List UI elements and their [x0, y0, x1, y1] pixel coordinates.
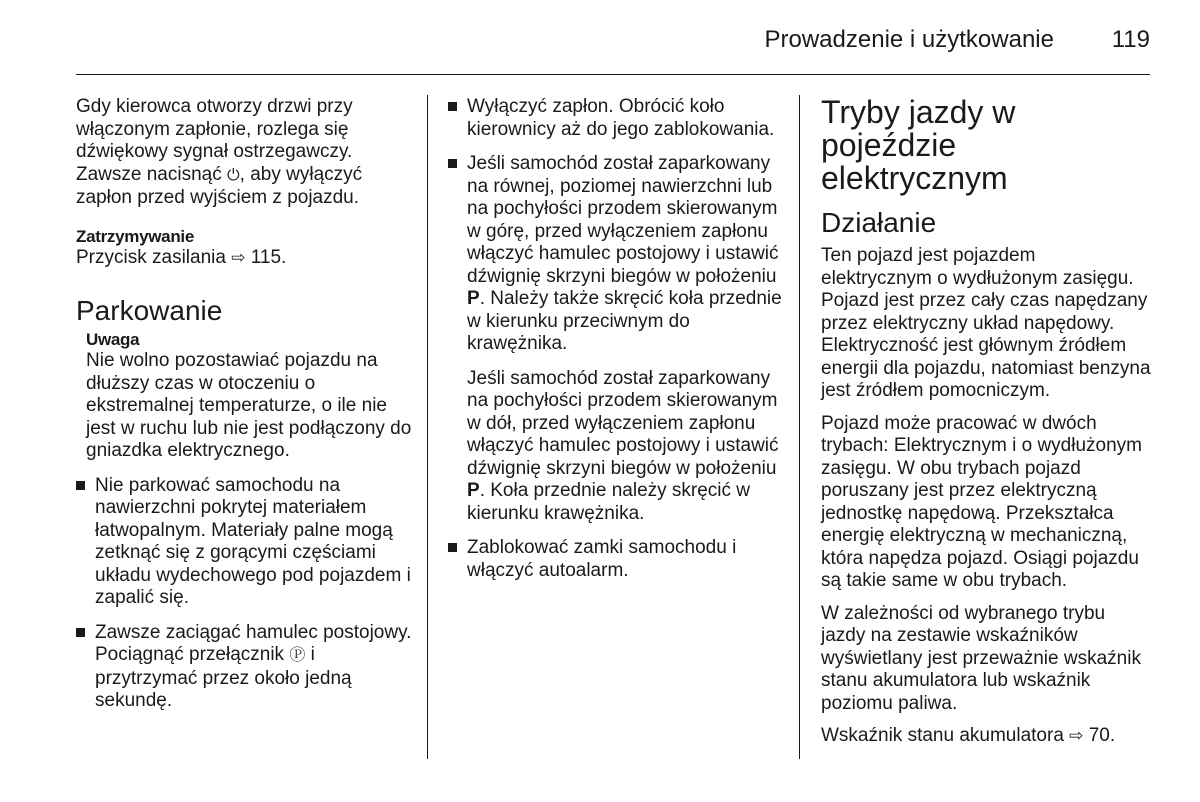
bullet-square-icon	[448, 159, 457, 168]
parking-heading: Parkowanie	[76, 295, 223, 326]
note-text: Nie wolno pozostawiać pojazdu na dłuższy czas w otoczeniu o ekstremalnej temperaturze, o ile nie jest w ruchu lub nie jest podłączony do gniazdka elektrycznego.	[86, 350, 412, 461]
list-item: Jeśli samochód został zaparkowany na równej, poziomej nawierzchni lub na pochyłości przodem skierowanym w górę, przed wyłączeniem zapłonu włączyć hamulec postojowy i ustawić dźwignię skrzyni biegów w położeniu P. Należy także skręcić koła przednie w kierunku przeciwnym do krawężnika.	[448, 153, 788, 356]
column-divider-2	[799, 95, 800, 759]
power-button-icon: ⏻	[227, 166, 240, 184]
bullet-square-icon	[448, 543, 457, 552]
bullet-square-icon	[448, 102, 457, 111]
operation-paragraph-3: W zależności od wybranego trybu jazdy na zestawie wskaźników wyświetlany jest przeważnie wskaźnik stanu akumulatora lub wskaźnik poziomu paliwa.	[821, 602, 1141, 714]
operation-paragraph-1: Ten pojazd jest pojazdem elektrycznym o wydłużonym zasięgu. Pojazd jest przez cały czas napędzany przez elektryczny układ napędowy. Elektryczność jest głównym źródłem energii dla pojazdu, natomiast benzyna jest źródłem pomocniczym.	[821, 245, 1151, 401]
note-heading: Uwaga	[86, 330, 140, 349]
bullet-square-icon	[76, 628, 85, 637]
operation-paragraph-2: Pojazd może pracować w dwóch trybach: Elektrycznym i o wydłużonym zasięgu. W obu trybach pojazd poruszany jest przez elektryczną jednostkę napędową. Przekształca energię elektryczną w mechaniczną, która napędza pojazd. Osiągi pojazdu są takie same w obu trybach.	[821, 412, 1142, 591]
column-1	[76, 96, 416, 725]
running-header-title: Prowadzenie i użytkowanie	[764, 26, 1054, 53]
parking-brake-icon: Ⓟ	[289, 647, 306, 664]
warning-note	[86, 329, 416, 463]
downhill-paragraph: Jeśli samochód został zaparkowany na pochyłości przodem skierowanym w dół, przed wyłączeniem zapłonu włączyć hamulec postojowy i ustawić dźwignię skrzyni biegów w położeniu P. Koła przednie należy skręcić w kierunku krawężnika.	[467, 367, 779, 524]
battery-reference: Wskaźnik stanu akumulatora ⇨ 70.	[821, 725, 1116, 746]
column-2	[448, 96, 788, 594]
stopping-heading: Zatrzymywanie	[76, 226, 194, 246]
column-divider-1	[427, 95, 428, 759]
header-rule	[76, 74, 1150, 75]
page-reference-arrow-icon: ⇨	[1069, 726, 1084, 745]
column-3	[821, 96, 1151, 758]
list-item: Nie parkować samochodu na nawierzchni pokrytej materiałem łatwopalnym. Materiały palne mogą zetknąć się z gorącymi częściami układu wydechowego pod pojazdem i zapalić się.	[76, 475, 416, 610]
page-number: 119	[1111, 26, 1150, 53]
operation-heading: Działanie	[821, 207, 937, 238]
intro-paragraph: Gdy kierowca otworzy drzwi przy włączonym zapłonie, rozlega się dźwiękowy sygnał ostrzegawczy.	[76, 96, 353, 162]
list-item: Zawsze zaciągać hamulec postojowy. Pociągnąć przełącznik Ⓟ i przytrzymać przez około jedną sekundę.	[76, 622, 416, 713]
section-title: Tryby jazdy w pojeździe elektrycznym	[821, 94, 1016, 196]
power-off-paragraph: Zawsze nacisnąć ⏻, aby wyłączyć zapłon przed wyjściem z pojazdu.	[76, 163, 363, 208]
stopping-paragraph: Przycisk zasilania ⇨ 115.	[76, 246, 287, 268]
list-item: Zablokować zamki samochodu i włączyć autoalarm.	[448, 537, 788, 582]
bullet-square-icon	[76, 481, 85, 490]
list-item: Wyłączyć zapłon. Obrócić koło kierownicy aż do jego zablokowania.	[448, 96, 788, 141]
page-reference-arrow-icon: ⇨	[231, 247, 246, 267]
